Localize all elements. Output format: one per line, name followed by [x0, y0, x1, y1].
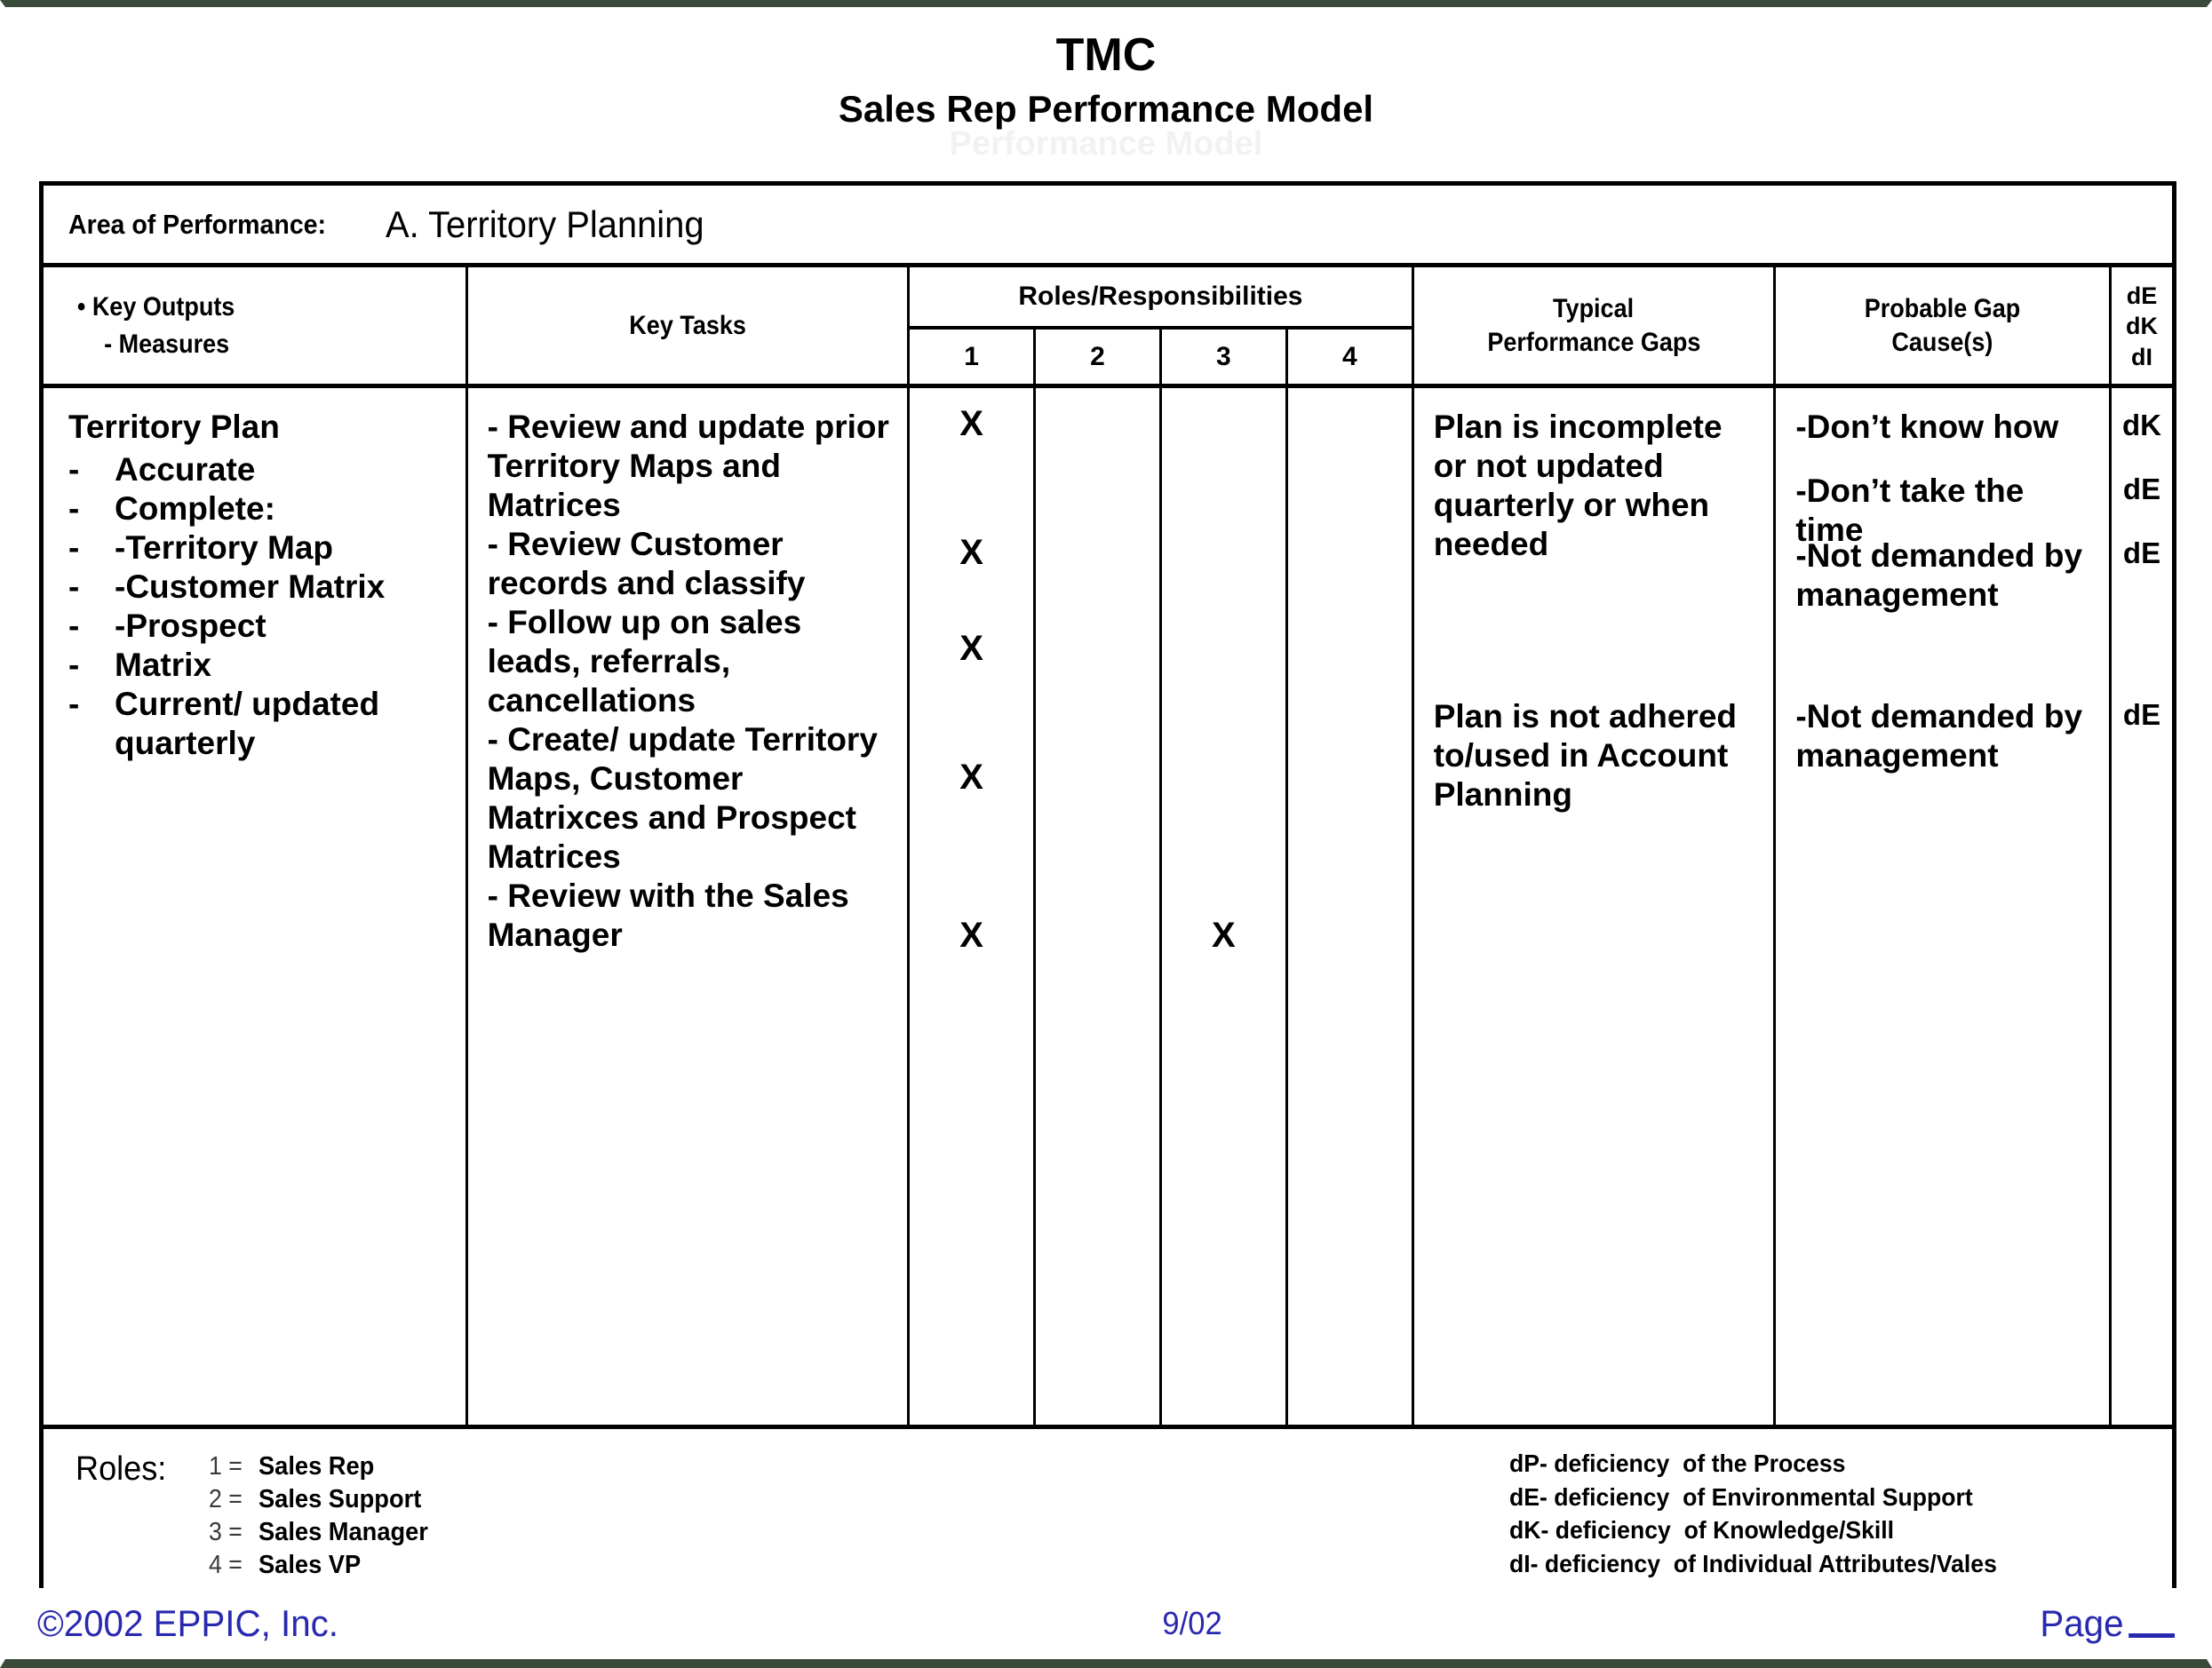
header-roles-numbers: [910, 330, 1412, 384]
header-key-outputs-line1: • Key Outputs: [76, 291, 235, 322]
roles-legend-item: [209, 1450, 439, 1483]
header-code-di: dI: [2131, 343, 2153, 370]
header-role-3: 3: [1162, 330, 1288, 384]
bullet-dash: -: [68, 529, 80, 567]
header-cell-key-outputs: [44, 267, 468, 384]
deficiency-legend: [1509, 1442, 2172, 1598]
header-role-1: 1: [910, 330, 1036, 384]
roles-legend: [44, 1442, 439, 1598]
key-task-item: - Review and update prior Territory Maps and Matrices: [487, 409, 899, 524]
role-x-mark: X: [959, 916, 983, 955]
key-output-text: Accurate: [115, 451, 256, 488]
bullet-dash: -: [68, 568, 80, 606]
roles-legend-name: Sales VP: [258, 1551, 361, 1580]
gap-cause-item: -Not demanded by management: [1795, 537, 2083, 614]
title-block: [5, 7, 2207, 163]
role-x-mark: X: [959, 533, 983, 572]
key-output-text: Matrix: [115, 647, 211, 684]
key-task-item: - Create/ update Territory Maps, Customer Matrixces and Prospect Matrices: [487, 721, 887, 876]
slide-footer: [5, 1588, 2207, 1659]
clipped-subtitle: Performance Model: [949, 125, 1263, 163]
gap-cause-item: -Don’t know how: [1795, 409, 2059, 445]
key-task-item: - Review Customer records and classify: [487, 526, 806, 602]
key-output-item: [63, 607, 451, 646]
role-column-4: [1288, 388, 1412, 1425]
page-subtitle: Sales Rep Performance Model: [838, 88, 1374, 131]
role-x-mark: X: [959, 758, 983, 797]
area-of-performance-row: [44, 186, 2172, 267]
header-causes-line2: Cause(s): [1891, 327, 1993, 357]
roles-legend-number: 1 =: [208, 1452, 243, 1481]
performance-gap-item: Plan is not adhered to/used in Account Planning: [1433, 698, 1737, 814]
footer-copyright: ©2002 EPPIC, Inc.: [37, 1602, 338, 1644]
header-cell-performance-gaps: [1414, 267, 1777, 384]
deficiency-code: dE: [2122, 536, 2161, 569]
page-number-blank: [2128, 1633, 2175, 1638]
key-output-item: [63, 646, 451, 685]
cell-roles-responsibilities: [910, 388, 1414, 1425]
key-output-text: -Territory Map: [115, 529, 334, 567]
roles-legend-item: [209, 1549, 439, 1582]
table-body-row: [44, 388, 2172, 1429]
header-cell-deficiency-code: [2112, 267, 2172, 384]
footer-page: [2040, 1602, 2175, 1645]
role-x-mark: X: [959, 404, 983, 443]
role-x-mark: X: [1212, 916, 1236, 955]
performance-model-table: [39, 181, 2176, 1602]
role-column-2: [1036, 388, 1162, 1425]
deficiency-legend-item: dK- deficiency of Knowledge/Skill: [1509, 1516, 1895, 1545]
roles-legend-item: [209, 1516, 439, 1549]
key-output-text: -Customer Matrix: [115, 568, 386, 606]
key-output-title: Territory Plan: [68, 409, 280, 445]
header-cell-gap-causes: [1776, 267, 2112, 384]
header-code-dk: dK: [2126, 313, 2159, 340]
table-header-row: [44, 267, 2172, 388]
role-column-1: [910, 388, 1036, 1425]
page-title: TMC: [1055, 29, 1157, 81]
key-output-text: -Prospect: [115, 608, 267, 645]
key-output-item: [63, 568, 451, 607]
header-gaps-line2: Performance Gaps: [1486, 327, 1701, 357]
cell-performance-gaps: [1414, 388, 1777, 1425]
role-column-3: [1162, 388, 1288, 1425]
gap-cause-item: -Not demanded by management: [1795, 698, 2083, 774]
key-output-text: Complete:: [115, 490, 275, 528]
roles-legend-name: Sales Support: [258, 1485, 422, 1514]
area-of-performance-value: A. Territory Planning: [386, 203, 704, 245]
header-key-outputs-line2: - Measures: [104, 329, 230, 359]
header-key-tasks: Key Tasks: [629, 310, 746, 340]
footer-date: 9/02: [1162, 1605, 1223, 1641]
cell-key-tasks: [468, 388, 911, 1425]
key-output-item: [63, 685, 451, 763]
key-task-item: - Follow up on sales leads, referrals, cancellations: [487, 604, 811, 719]
cell-gap-causes: [1776, 388, 2112, 1425]
roles-legend-number: 3 =: [208, 1518, 243, 1547]
role-x-mark: X: [959, 629, 983, 668]
deficiency-legend-item: dP- deficiency of the Process: [1509, 1450, 1846, 1477]
roles-legend-item: [209, 1483, 439, 1516]
roles-legend-number: 2 =: [208, 1485, 243, 1514]
roles-legend-name: Sales Rep: [258, 1452, 375, 1481]
bullet-dash: -: [68, 451, 80, 488]
roles-legend-list: [209, 1450, 439, 1598]
cell-key-outputs: [44, 388, 468, 1425]
header-cell-key-tasks: [468, 267, 911, 384]
bullet-dash: -: [68, 490, 80, 528]
header-roles-title: Roles/Responsibilities: [910, 267, 1412, 330]
bullet-dash: -: [68, 686, 80, 723]
roles-legend-number: 4 =: [208, 1551, 243, 1580]
key-output-text: Current/ updated quarterly: [115, 686, 380, 762]
gap-cause-item: -Don’t take the time: [1795, 473, 2025, 549]
bullet-dash: -: [68, 647, 80, 684]
key-task-item: - Review with the Sales Manager: [487, 878, 859, 954]
performance-gap-item: Plan is incomplete or not updated quarterly or when needed: [1433, 409, 1723, 563]
key-output-item: [63, 528, 451, 568]
roles-legend-name: Sales Manager: [258, 1518, 428, 1547]
header-role-4: 4: [1341, 341, 1357, 371]
key-output-item: [63, 450, 451, 489]
bullet-dash: -: [68, 608, 80, 645]
footer-page-label: Page: [2040, 1602, 2124, 1644]
roles-legend-label: Roles:: [76, 1450, 167, 1488]
table-legend-row: [44, 1429, 2172, 1598]
header-code-de: dE: [2126, 282, 2158, 309]
area-of-performance-label: Area of Performance:: [68, 208, 327, 240]
deficiency-code: dE: [2122, 698, 2161, 731]
header-role-2: 2: [1036, 330, 1162, 384]
deficiency-legend-item: dI- deficiency of Individual Attributes/Vales: [1509, 1549, 1998, 1577]
header-cell-roles: [910, 267, 1414, 384]
deficiency-legend-item: dE- deficiency of Environmental Support: [1509, 1482, 1973, 1511]
cell-deficiency-codes: [2112, 388, 2172, 1425]
header-causes-line1: Probable Gap: [1864, 293, 2021, 323]
header-gaps-line1: Typical: [1553, 293, 1635, 323]
deficiency-code: dE: [2122, 473, 2161, 505]
deficiency-code: dK: [2122, 409, 2162, 441]
key-output-item: [63, 489, 451, 528]
